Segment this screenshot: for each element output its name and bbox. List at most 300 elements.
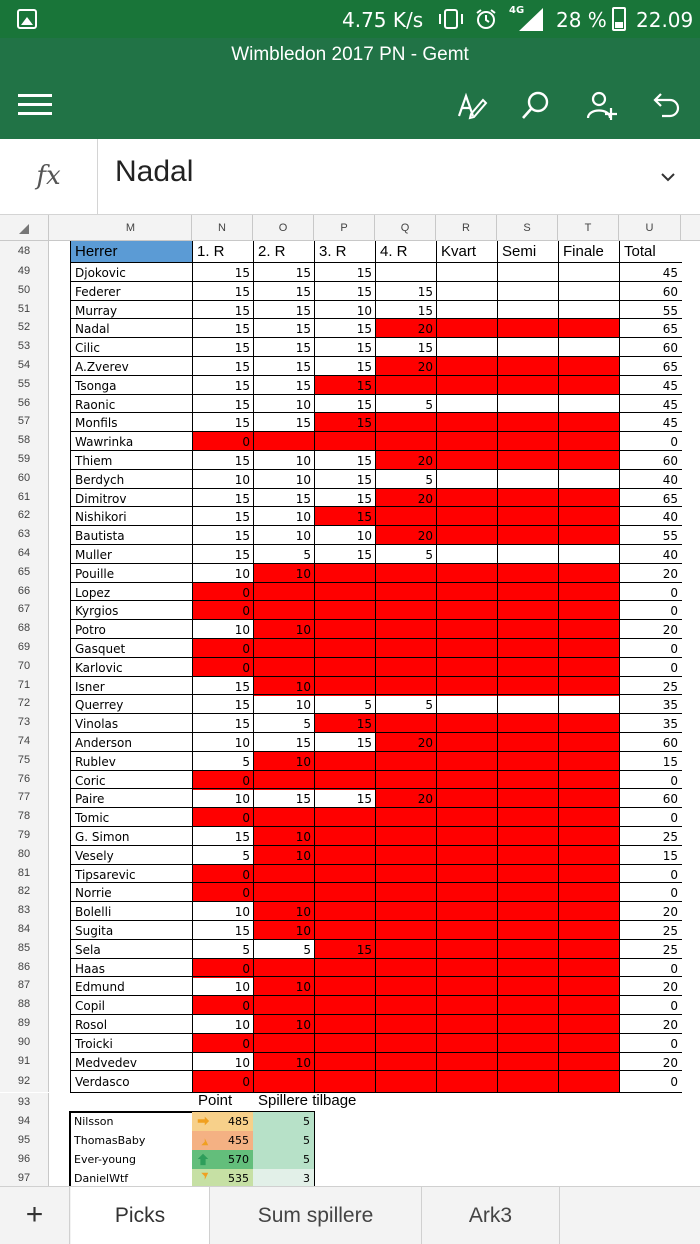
score-cell[interactable]: 10 xyxy=(253,619,315,639)
points-cell[interactable] xyxy=(192,1112,253,1131)
player-name-cell[interactable]: Querrey xyxy=(70,694,193,714)
player-name-cell[interactable]: Paire xyxy=(70,788,193,808)
total-cell[interactable]: 45 xyxy=(619,394,682,414)
score-cell[interactable] xyxy=(558,450,620,470)
score-cell[interactable]: 15 xyxy=(314,506,376,526)
score-cell[interactable]: 10 xyxy=(253,920,315,940)
score-cell[interactable] xyxy=(436,864,498,884)
row-header[interactable]: 96 xyxy=(0,1150,49,1169)
score-cell[interactable]: 15 xyxy=(375,300,437,320)
total-cell[interactable]: 65 xyxy=(619,356,682,376)
score-cell[interactable]: 10 xyxy=(253,976,315,996)
row-header[interactable]: 62 xyxy=(0,506,49,525)
score-cell[interactable] xyxy=(558,525,620,545)
row-header[interactable]: 94 xyxy=(0,1112,49,1131)
score-cell[interactable]: 5 xyxy=(253,713,315,733)
score-cell[interactable] xyxy=(558,920,620,940)
total-cell[interactable]: 60 xyxy=(619,788,682,808)
score-cell[interactable]: 15 xyxy=(192,488,254,508)
score-cell[interactable] xyxy=(497,337,559,357)
score-cell[interactable] xyxy=(314,901,376,921)
score-cell[interactable] xyxy=(375,412,437,432)
row-header[interactable]: 80 xyxy=(0,845,49,864)
total-cell[interactable]: 0 xyxy=(619,1033,682,1053)
score-cell[interactable]: 20 xyxy=(375,318,437,338)
header-cell[interactable]: Herrer xyxy=(70,241,193,263)
total-cell[interactable]: 25 xyxy=(619,939,682,959)
score-cell[interactable]: 15 xyxy=(375,337,437,357)
score-cell[interactable]: 10 xyxy=(253,1052,315,1072)
score-cell[interactable]: 10 xyxy=(192,1052,254,1072)
score-cell[interactable]: 5 xyxy=(314,694,376,714)
row-header[interactable]: 51 xyxy=(0,300,49,319)
score-cell[interactable] xyxy=(497,469,559,489)
formula-input[interactable]: Nadal xyxy=(115,155,194,188)
player-name-cell[interactable]: Pouille xyxy=(70,563,193,583)
score-cell[interactable]: 10 xyxy=(192,976,254,996)
score-cell[interactable]: 20 xyxy=(375,788,437,808)
score-cell[interactable]: 0 xyxy=(192,995,254,1015)
score-cell[interactable]: 15 xyxy=(314,318,376,338)
score-cell[interactable] xyxy=(436,657,498,677)
score-cell[interactable]: 10 xyxy=(253,826,315,846)
score-cell[interactable] xyxy=(314,600,376,620)
score-cell[interactable]: 10 xyxy=(253,469,315,489)
row-header[interactable]: 73 xyxy=(0,713,49,732)
score-cell[interactable] xyxy=(436,807,498,827)
score-cell[interactable] xyxy=(497,356,559,376)
score-cell[interactable]: 5 xyxy=(375,469,437,489)
score-cell[interactable] xyxy=(253,995,315,1015)
remaining-players-cell[interactable]: 5 xyxy=(253,1150,314,1169)
score-cell[interactable] xyxy=(436,488,498,508)
total-cell[interactable]: 20 xyxy=(619,1014,682,1034)
player-name-cell[interactable]: Muller xyxy=(70,544,193,564)
header-cell[interactable]: 1. R xyxy=(192,241,254,263)
score-cell[interactable] xyxy=(375,995,437,1015)
score-cell[interactable] xyxy=(314,976,376,996)
score-cell[interactable] xyxy=(558,412,620,432)
player-name-cell[interactable]: Thiem xyxy=(70,450,193,470)
row-header[interactable]: 88 xyxy=(0,995,49,1014)
player-name-cell[interactable]: Troicki xyxy=(70,1033,193,1053)
score-cell[interactable]: 10 xyxy=(253,563,315,583)
score-cell[interactable] xyxy=(436,995,498,1015)
player-name-cell[interactable]: Monfils xyxy=(70,412,193,432)
score-cell[interactable]: 15 xyxy=(192,694,254,714)
total-cell[interactable]: 20 xyxy=(619,1052,682,1072)
score-cell[interactable]: 15 xyxy=(314,788,376,808)
score-cell[interactable] xyxy=(497,976,559,996)
score-cell[interactable] xyxy=(558,394,620,414)
score-cell[interactable] xyxy=(558,901,620,921)
score-cell[interactable] xyxy=(314,751,376,771)
score-cell[interactable] xyxy=(558,751,620,771)
score-cell[interactable] xyxy=(558,1052,620,1072)
score-cell[interactable]: 5 xyxy=(375,394,437,414)
score-cell[interactable]: 0 xyxy=(192,807,254,827)
header-cell[interactable]: 2. R xyxy=(253,241,315,263)
total-cell[interactable]: 40 xyxy=(619,506,682,526)
player-name-cell[interactable]: Norrie xyxy=(70,882,193,902)
score-cell[interactable] xyxy=(497,638,559,658)
score-cell[interactable]: 10 xyxy=(253,506,315,526)
score-cell[interactable]: 10 xyxy=(253,676,315,696)
score-cell[interactable]: 5 xyxy=(192,939,254,959)
total-cell[interactable]: 0 xyxy=(619,600,682,620)
total-cell[interactable]: 0 xyxy=(619,1070,682,1093)
score-cell[interactable] xyxy=(314,676,376,696)
score-cell[interactable]: 15 xyxy=(253,488,315,508)
score-cell[interactable] xyxy=(497,300,559,320)
player-name-cell[interactable]: Tipsarevic xyxy=(70,864,193,884)
player-name-cell[interactable]: Tomic xyxy=(70,807,193,827)
score-cell[interactable]: 15 xyxy=(253,788,315,808)
score-cell[interactable]: 15 xyxy=(375,281,437,301)
row-header[interactable]: 92 xyxy=(0,1070,49,1092)
score-cell[interactable] xyxy=(558,262,620,282)
score-cell[interactable]: 10 xyxy=(192,1014,254,1034)
edit-icon[interactable] xyxy=(455,88,489,122)
remaining-players-cell[interactable]: 5 xyxy=(253,1131,314,1150)
column-header-s[interactable]: S xyxy=(497,215,558,241)
score-cell[interactable]: 0 xyxy=(192,1033,254,1053)
total-cell[interactable]: 15 xyxy=(619,845,682,865)
score-cell[interactable] xyxy=(375,619,437,639)
score-cell[interactable] xyxy=(497,525,559,545)
row-header[interactable]: 79 xyxy=(0,826,49,845)
total-cell[interactable]: 35 xyxy=(619,694,682,714)
sheet-tab[interactable]: Sum spillere xyxy=(210,1187,422,1244)
score-cell[interactable]: 15 xyxy=(314,375,376,395)
score-cell[interactable]: 10 xyxy=(253,525,315,545)
score-cell[interactable]: 20 xyxy=(375,450,437,470)
score-cell[interactable] xyxy=(375,939,437,959)
score-cell[interactable]: 0 xyxy=(192,864,254,884)
score-cell[interactable] xyxy=(314,1014,376,1034)
score-cell[interactable]: 15 xyxy=(314,337,376,357)
score-cell[interactable]: 0 xyxy=(192,431,254,451)
score-cell[interactable] xyxy=(497,694,559,714)
score-cell[interactable] xyxy=(375,901,437,921)
player-name-cell[interactable]: Cilic xyxy=(70,337,193,357)
score-cell[interactable] xyxy=(314,1070,376,1093)
score-cell[interactable] xyxy=(436,939,498,959)
player-name-cell[interactable]: Wawrinka xyxy=(70,431,193,451)
row-header[interactable]: 60 xyxy=(0,469,49,488)
score-cell[interactable]: 15 xyxy=(192,337,254,357)
remaining-players-cell[interactable]: 3 xyxy=(253,1169,314,1188)
total-cell[interactable]: 45 xyxy=(619,262,682,282)
score-cell[interactable] xyxy=(253,807,315,827)
player-name-cell[interactable]: Isner xyxy=(70,676,193,696)
score-cell[interactable] xyxy=(375,770,437,790)
score-cell[interactable] xyxy=(436,788,498,808)
header-cell[interactable]: Total xyxy=(619,241,682,263)
header-cell[interactable]: Finale xyxy=(558,241,620,263)
chevron-down-icon[interactable] xyxy=(660,169,676,185)
sheet-tab[interactable]: Ark3 xyxy=(422,1187,560,1244)
score-cell[interactable] xyxy=(375,262,437,282)
header-cell[interactable]: Semi xyxy=(497,241,559,263)
player-name-cell[interactable]: Medvedev xyxy=(70,1052,193,1072)
column-header-p[interactable]: P xyxy=(314,215,375,241)
player-name-cell[interactable]: Nishikori xyxy=(70,506,193,526)
total-cell[interactable]: 55 xyxy=(619,525,682,545)
score-cell[interactable] xyxy=(375,1070,437,1093)
score-cell[interactable] xyxy=(436,281,498,301)
row-header[interactable]: 89 xyxy=(0,1014,49,1033)
row-header[interactable]: 74 xyxy=(0,732,49,751)
score-cell[interactable]: 10 xyxy=(253,751,315,771)
score-cell[interactable]: 5 xyxy=(192,845,254,865)
total-cell[interactable]: 25 xyxy=(619,826,682,846)
score-cell[interactable] xyxy=(436,920,498,940)
score-cell[interactable] xyxy=(497,1014,559,1034)
row-header[interactable]: 61 xyxy=(0,488,49,507)
score-cell[interactable] xyxy=(497,394,559,414)
score-cell[interactable] xyxy=(558,469,620,489)
player-name-cell[interactable]: Federer xyxy=(70,281,193,301)
header-cell[interactable]: 4. R xyxy=(375,241,437,263)
player-name-cell[interactable]: Rublev xyxy=(70,751,193,771)
score-cell[interactable] xyxy=(497,939,559,959)
score-cell[interactable] xyxy=(558,375,620,395)
score-cell[interactable] xyxy=(497,770,559,790)
score-cell[interactable] xyxy=(436,732,498,752)
score-cell[interactable] xyxy=(558,300,620,320)
score-cell[interactable]: 20 xyxy=(375,732,437,752)
score-cell[interactable] xyxy=(436,770,498,790)
score-cell[interactable]: 15 xyxy=(253,337,315,357)
total-cell[interactable]: 0 xyxy=(619,657,682,677)
score-cell[interactable]: 20 xyxy=(375,488,437,508)
score-cell[interactable]: 15 xyxy=(314,356,376,376)
hamburger-menu-icon[interactable] xyxy=(18,94,52,118)
score-cell[interactable] xyxy=(558,845,620,865)
score-cell[interactable]: 15 xyxy=(314,281,376,301)
score-cell[interactable] xyxy=(558,638,620,658)
total-cell[interactable]: 25 xyxy=(619,676,682,696)
column-header-n[interactable]: N xyxy=(192,215,253,241)
row-header[interactable]: 50 xyxy=(0,281,49,300)
total-cell[interactable]: 20 xyxy=(619,901,682,921)
score-cell[interactable] xyxy=(558,582,620,602)
score-cell[interactable]: 0 xyxy=(192,958,254,978)
score-cell[interactable]: 10 xyxy=(253,694,315,714)
player-name-cell[interactable]: Tsonga xyxy=(70,375,193,395)
score-cell[interactable]: 15 xyxy=(192,713,254,733)
score-cell[interactable] xyxy=(436,619,498,639)
score-cell[interactable]: 15 xyxy=(192,826,254,846)
score-cell[interactable] xyxy=(497,657,559,677)
player-name-cell[interactable]: Gasquet xyxy=(70,638,193,658)
header-cell[interactable]: Kvart xyxy=(436,241,498,263)
score-cell[interactable] xyxy=(558,788,620,808)
score-cell[interactable] xyxy=(436,412,498,432)
score-cell[interactable] xyxy=(375,976,437,996)
total-cell[interactable]: 25 xyxy=(619,920,682,940)
score-cell[interactable]: 0 xyxy=(192,600,254,620)
score-cell[interactable] xyxy=(497,676,559,696)
score-cell[interactable] xyxy=(497,582,559,602)
score-cell[interactable] xyxy=(497,488,559,508)
score-cell[interactable] xyxy=(497,318,559,338)
score-cell[interactable] xyxy=(558,995,620,1015)
score-cell[interactable] xyxy=(558,882,620,902)
score-cell[interactable] xyxy=(436,1070,498,1093)
score-cell[interactable]: 15 xyxy=(192,375,254,395)
score-cell[interactable] xyxy=(558,958,620,978)
total-cell[interactable]: 20 xyxy=(619,563,682,583)
score-cell[interactable]: 0 xyxy=(192,638,254,658)
row-header[interactable]: 56 xyxy=(0,394,49,413)
score-cell[interactable]: 20 xyxy=(375,525,437,545)
row-header[interactable]: 77 xyxy=(0,788,49,807)
score-cell[interactable]: 15 xyxy=(314,488,376,508)
score-cell[interactable] xyxy=(253,638,315,658)
score-cell[interactable] xyxy=(253,431,315,451)
score-cell[interactable] xyxy=(375,600,437,620)
score-cell[interactable] xyxy=(253,600,315,620)
player-name-cell[interactable]: Ever-young xyxy=(74,1153,136,1166)
score-cell[interactable] xyxy=(497,262,559,282)
score-cell[interactable] xyxy=(314,657,376,677)
score-cell[interactable] xyxy=(558,939,620,959)
score-cell[interactable] xyxy=(558,770,620,790)
header-cell[interactable]: 3. R xyxy=(314,241,376,263)
total-cell[interactable]: 0 xyxy=(619,882,682,902)
score-cell[interactable] xyxy=(497,412,559,432)
score-cell[interactable] xyxy=(375,845,437,865)
score-cell[interactable]: 15 xyxy=(253,356,315,376)
player-name-cell[interactable]: Coric xyxy=(70,770,193,790)
score-cell[interactable]: 5 xyxy=(253,939,315,959)
score-cell[interactable]: 15 xyxy=(314,939,376,959)
score-cell[interactable] xyxy=(558,563,620,583)
score-cell[interactable]: 5 xyxy=(375,544,437,564)
row-header[interactable]: 81 xyxy=(0,864,49,883)
score-cell[interactable]: 10 xyxy=(314,300,376,320)
row-header[interactable]: 57 xyxy=(0,412,49,431)
score-cell[interactable] xyxy=(375,882,437,902)
score-cell[interactable] xyxy=(314,882,376,902)
score-cell[interactable]: 15 xyxy=(253,375,315,395)
total-cell[interactable]: 0 xyxy=(619,431,682,451)
score-cell[interactable] xyxy=(375,826,437,846)
score-cell[interactable] xyxy=(497,995,559,1015)
score-cell[interactable]: 15 xyxy=(314,412,376,432)
total-cell[interactable]: 65 xyxy=(619,488,682,508)
row-header[interactable]: 71 xyxy=(0,676,49,695)
player-name-cell[interactable]: Dimitrov xyxy=(70,488,193,508)
score-cell[interactable] xyxy=(436,582,498,602)
score-cell[interactable] xyxy=(314,864,376,884)
score-cell[interactable] xyxy=(314,826,376,846)
score-cell[interactable]: 15 xyxy=(192,525,254,545)
row-header[interactable]: 53 xyxy=(0,337,49,356)
row-header[interactable]: 52 xyxy=(0,318,49,337)
score-cell[interactable] xyxy=(375,375,437,395)
score-cell[interactable]: 5 xyxy=(192,751,254,771)
score-cell[interactable] xyxy=(436,676,498,696)
player-name-cell[interactable]: Vinolas xyxy=(70,713,193,733)
score-cell[interactable] xyxy=(497,506,559,526)
score-cell[interactable] xyxy=(375,807,437,827)
row-header[interactable]: 63 xyxy=(0,525,49,544)
player-name-cell[interactable]: Verdasco xyxy=(70,1070,193,1093)
score-cell[interactable]: 15 xyxy=(253,318,315,338)
total-cell[interactable]: 0 xyxy=(619,864,682,884)
remaining-players-cell[interactable]: 5 xyxy=(253,1112,314,1131)
score-cell[interactable] xyxy=(497,751,559,771)
score-cell[interactable] xyxy=(497,1070,559,1093)
score-cell[interactable] xyxy=(436,356,498,376)
score-cell[interactable]: 15 xyxy=(192,356,254,376)
score-cell[interactable]: 15 xyxy=(192,920,254,940)
score-cell[interactable] xyxy=(436,751,498,771)
total-cell[interactable]: 65 xyxy=(619,318,682,338)
score-cell[interactable]: 0 xyxy=(192,770,254,790)
player-name-cell[interactable]: Djokovic xyxy=(70,262,193,282)
score-cell[interactable]: 15 xyxy=(192,262,254,282)
select-all-corner[interactable] xyxy=(0,215,49,241)
score-cell[interactable]: 15 xyxy=(253,732,315,752)
score-cell[interactable]: 5 xyxy=(253,544,315,564)
score-cell[interactable]: 15 xyxy=(192,544,254,564)
score-cell[interactable] xyxy=(497,281,559,301)
total-cell[interactable]: 45 xyxy=(619,375,682,395)
total-cell[interactable]: 60 xyxy=(619,732,682,752)
score-cell[interactable] xyxy=(497,901,559,921)
score-cell[interactable]: 15 xyxy=(314,544,376,564)
player-name-cell[interactable]: Sugita xyxy=(70,920,193,940)
score-cell[interactable] xyxy=(436,262,498,282)
score-cell[interactable] xyxy=(253,582,315,602)
score-cell[interactable]: 10 xyxy=(314,525,376,545)
score-cell[interactable]: 10 xyxy=(192,788,254,808)
player-name-cell[interactable]: Murray xyxy=(70,300,193,320)
total-cell[interactable]: 0 xyxy=(619,770,682,790)
row-header[interactable]: 97 xyxy=(0,1169,49,1188)
score-cell[interactable] xyxy=(497,619,559,639)
score-cell[interactable] xyxy=(253,864,315,884)
score-cell[interactable] xyxy=(436,525,498,545)
score-cell[interactable]: 15 xyxy=(253,300,315,320)
score-cell[interactable] xyxy=(314,807,376,827)
player-name-cell[interactable]: Raonic xyxy=(70,394,193,414)
score-cell[interactable] xyxy=(375,864,437,884)
score-cell[interactable] xyxy=(558,544,620,564)
row-header[interactable]: 91 xyxy=(0,1052,49,1071)
player-name-cell[interactable]: Nadal xyxy=(70,318,193,338)
score-cell[interactable] xyxy=(436,1014,498,1034)
row-header[interactable]: 48 xyxy=(0,241,49,262)
score-cell[interactable]: 15 xyxy=(314,450,376,470)
score-cell[interactable] xyxy=(314,1052,376,1072)
score-cell[interactable] xyxy=(375,506,437,526)
score-cell[interactable]: 10 xyxy=(192,619,254,639)
score-cell[interactable]: 10 xyxy=(253,450,315,470)
score-cell[interactable] xyxy=(497,600,559,620)
score-cell[interactable] xyxy=(497,431,559,451)
player-name-cell[interactable]: A.Zverev xyxy=(70,356,193,376)
player-name-cell[interactable]: Berdych xyxy=(70,469,193,489)
score-cell[interactable] xyxy=(375,676,437,696)
player-name-cell[interactable]: ThomasBaby xyxy=(74,1134,146,1147)
score-cell[interactable] xyxy=(497,713,559,733)
score-cell[interactable] xyxy=(558,1033,620,1053)
